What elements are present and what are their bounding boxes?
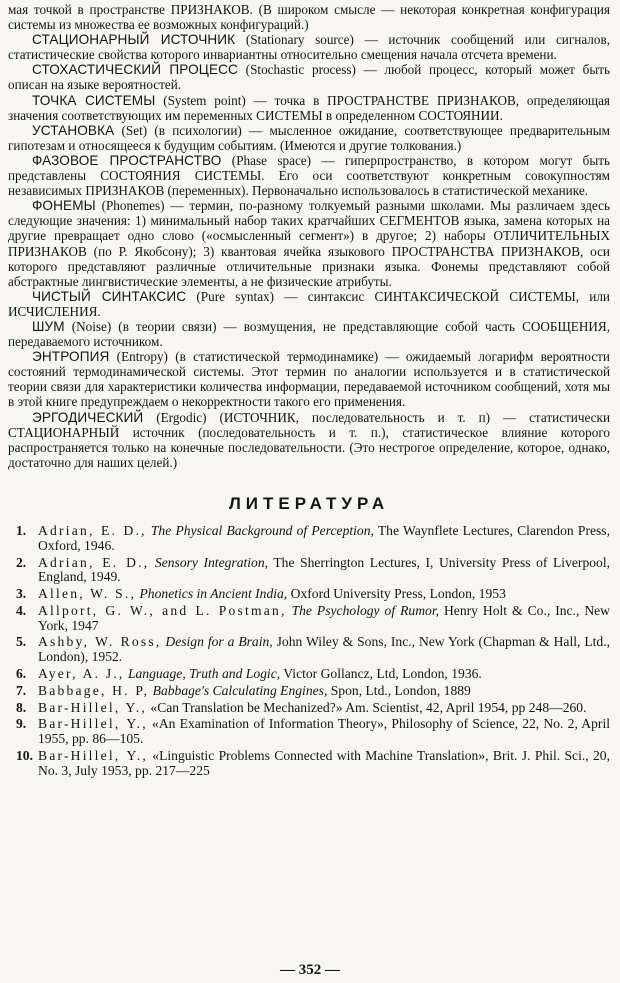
glossary-term: ЧИСТЫЙ СИНТАКСИС	[32, 288, 187, 304]
reference-item: 7. Babbage, H. P, Babbage's Calculating Engines, Spon, Ltd., London, 1889	[16, 682, 471, 698]
glossary-entry: СТОХАСТИЧЕСКИЙ ПРОЦЕСС (Stochastic process) — любой процесс, который может быть описан на языке вероятностей.	[8, 62, 611, 93]
glossary-term: ТОЧКА СИСТЕМЫ	[32, 92, 156, 108]
glossary-entry: УСТАНОВКА (Set) (в психологии) — мысленное ожидание, соответствующее предварительным гипотезам и относящееся к будущим событиям. (Имеются и другие толкования.)	[8, 122, 610, 153]
reference-item: 2. Adrian, E. D., Sensory Integration, The Sherrington Lectures, I, University Press of Liverpool, England, 1949.	[16, 554, 611, 585]
glossary-term: СТАЦИОНАРНЫЙ ИСТОЧНИК	[32, 32, 236, 48]
references-list	[8, 524, 610, 779]
glossary-entry: ЧИСТЫЙ СИНТАКСИС (Pure syntax) — синтаксис СИНТАКСИЧЕСКОЙ СИСТЕМЫ, или ИСЧИСЛЕНИЯ.	[8, 288, 610, 319]
glossary-term: СТОХАСТИЧЕСКИЙ ПРОЦЕСС	[32, 62, 238, 78]
glossary-entry: СТАЦИОНАРНЫЙ ИСТОЧНИК (Stationary source) — источник сообщений или сигналов, статистические свойства которого инвариантны относительно смещения начала отсчета времени.	[8, 32, 610, 63]
glossary-term: ШУМ	[32, 318, 65, 334]
glossary-term: ЭНТРОПИЯ	[32, 349, 110, 365]
glossary-entry: ЭРГОДИЧЕСКИЙ (Ergodic) (ИСТОЧНИК, последовательность и т. п) — статистически СТАЦИОНАРНЫЙ источник (последовательность и т. п.), статистическое влияние которого распространяется только на конечные последовательности. (Это нестрогое определение, которое, однако, достаточно для наших целей.)	[8, 409, 610, 470]
glossary-entry: ЭНТРОПИЯ (Entropy) (в статистической термодинамике) — ожидаемый логарифм вероятности состояний термодинамической системы. Этот термин по аналогии используется и в статистической теории связи для характеристики количества информации, передаваемой источником сообщений, хотя мы в этой книге предупреждаем о некорректности такого его применения.	[8, 349, 610, 410]
reference-item: 1. Adrian, E. D., The Physical Background of Perception, The Waynflete Lectures, Clarendon Press, Oxford, 1946.	[16, 522, 610, 553]
glossary-entry: ФАЗОВОЕ ПРОСТРАНСТВО (Phase space) — гиперпространство, в котором могут быть представлены СОСТОЯНИЯ СИСТЕМЫ. Его оси соответствуют конкретным совокупностям независимых ПРИЗНАКОВ (переменных). Первоначально использовалось в статистической механике.	[8, 152, 610, 199]
references-heading: ЛИТЕРАТУРА	[228, 493, 390, 513]
glossary	[8, 2, 610, 470]
reference-item: 10. Bar-Hillel, Y., «Linguistic Problems Connected with Machine Translation», Brit. J. Phil. Sci., 20, No. 3, July 1953, pp. 217—225	[16, 748, 610, 778]
glossary-term: ФОНЕМЫ	[32, 198, 96, 214]
reference-item: 9. Bar-Hillel, Y., «An Examination of Information Theory», Philosophy of Science, 22, No. 2, April 1955, pp. 86—105.	[16, 716, 610, 747]
reference-item: 5. Ashby, W. Ross, Design for a Brain, John Wiley & Sons, Inc., New York (Chapman & Hall, Ltd., London), 1952.	[16, 634, 611, 665]
reference-item: 3. Allen, W. S., Phonetics in Ancient India, Oxford University Press, London, 1953	[16, 586, 506, 602]
glossary-entry: ФОНЕМЫ (Phonemes) — термин, по-разному толкуемый разными школами. Мы различаем здесь следующие значения: 1) минимальный набор таких кратчайших СЕГМЕНТОВ языка, замена которых на другие превращает одно слово («осмысленный сегмент») в другое; 2) наборы ОТЛИЧИТЕЛЬНЫХ ПРИЗНАКОВ (по Р. Якобсону); 3) квантовая ячейка языкового ПРОСТРАНСТВА ПРИЗНАКОВ, оси которого представляют различные отличительные признаки языка. Фонемы представляют собой абстрактные лингвистические элементы, а не физические атрибуты.	[8, 198, 610, 289]
reference-item: 6. Ayer, A. J., Language, Truth and Logic, Victor Gollancz, Ltd, London, 1936.	[16, 666, 482, 682]
reference-item: 4. Allport, G. W., and L. Postman, The Psychology of Rumor, Henry Holt & Co., Inc., New York, 1947	[16, 602, 610, 633]
reference-item: 8. Bar-Hillel, Y., «Can Translation be Mechanized?» Am. Scientist, 42, April 1954, pp 248—260.	[16, 699, 587, 715]
glossary-entry: ШУМ (Noise) (в теории связи) — возмущения, не представляющие собой часть СООБЩЕНИЯ, передаваемого источником.	[8, 318, 610, 350]
glossary-entry: ТОЧКА СИСТЕМЫ (System point) — точка в ПРОСТРАНСТВЕ ПРИЗНАКОВ, определяющая значения соответствующих им переменных СИСТЕМЫ в определенном СОСТОЯНИИ.	[8, 92, 610, 123]
glossary-term: ФАЗОВОЕ ПРОСТРАНСТВО	[32, 152, 222, 168]
glossary-term: ЭРГОДИЧЕСКИЙ	[32, 409, 144, 425]
glossary-continuation: мая точкой в пространстве ПРИЗНАКОВ. (В широком смысле — некоторая конкретная конфигурация системы из множества ее возможных конфигураций.)	[8, 2, 610, 33]
glossary-term: УСТАНОВКА	[32, 122, 115, 138]
page-number: — 352 —	[280, 962, 340, 978]
